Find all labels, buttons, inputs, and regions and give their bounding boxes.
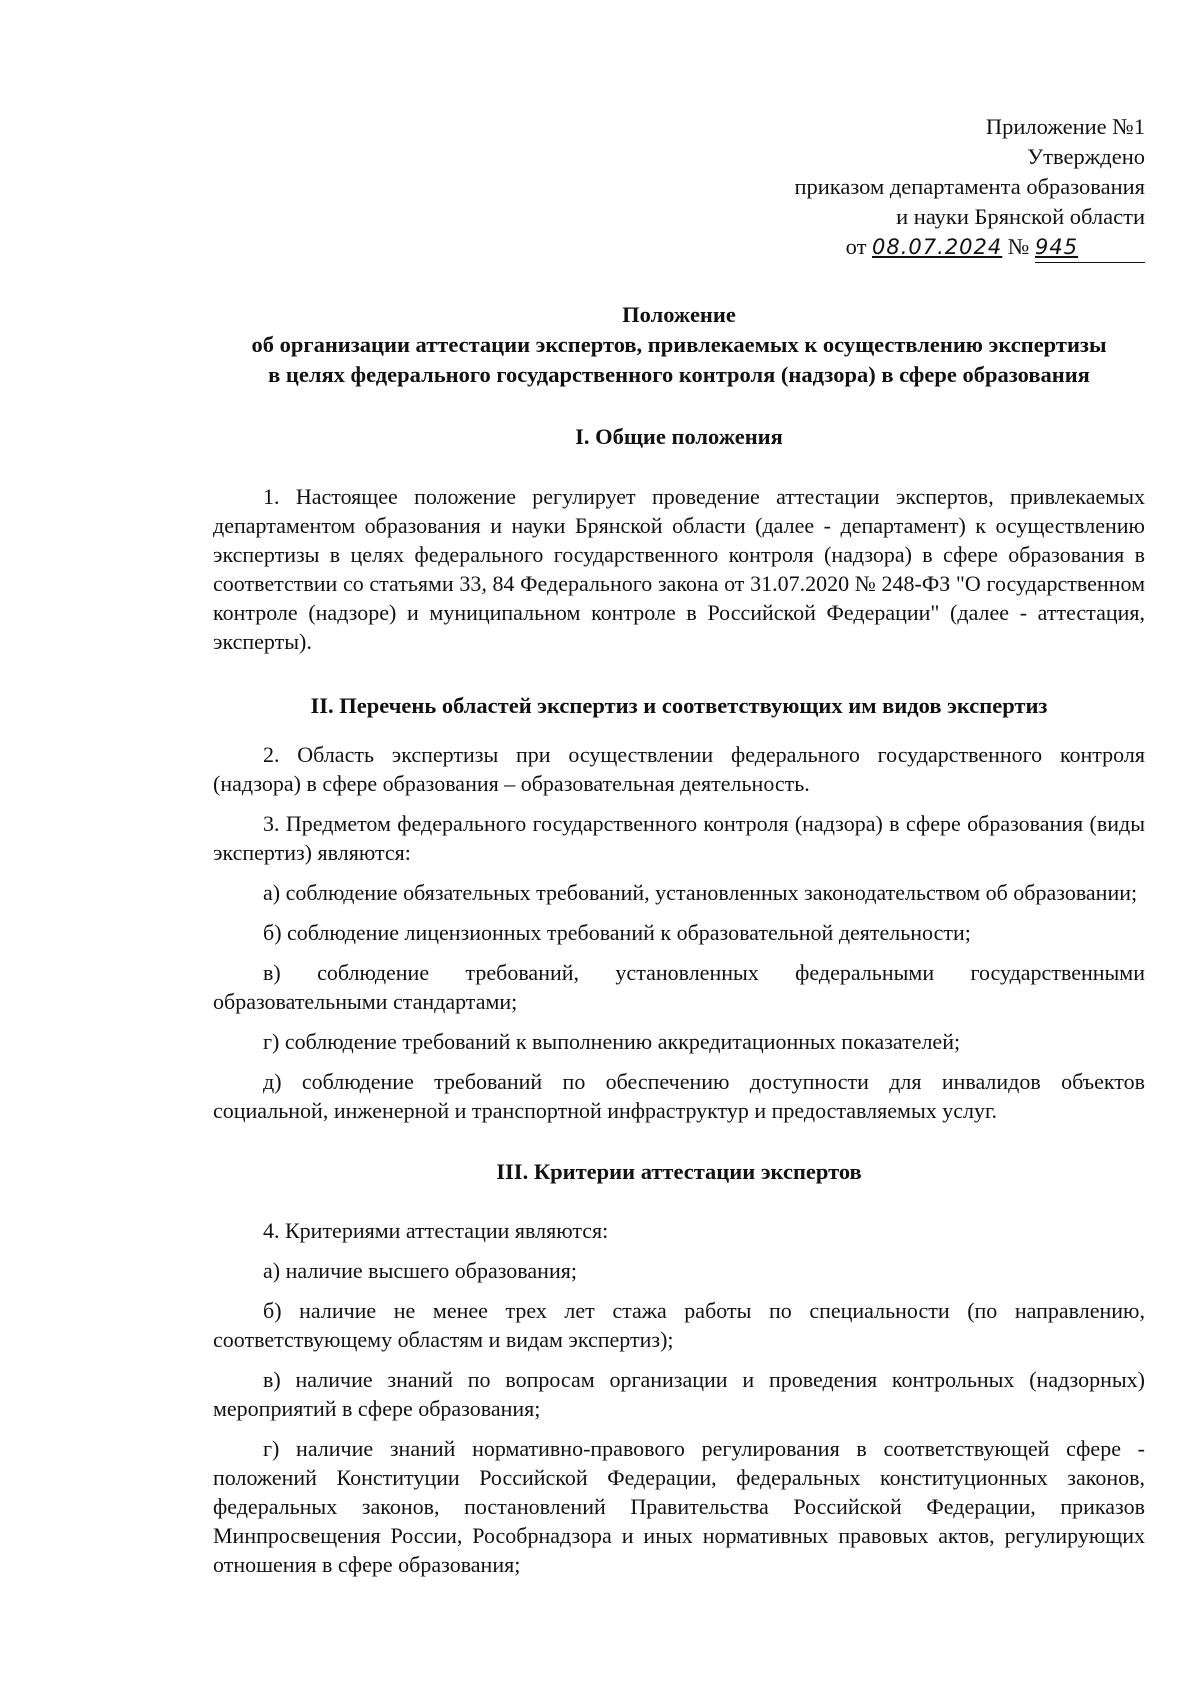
order-number: 945	[1035, 235, 1079, 259]
document-subtitle-1: об организации аттестации экспертов, привлекаемых к осуществлению экспертизы	[251, 332, 1107, 357]
from-label: от	[845, 234, 867, 259]
paragraph-2: 2. Область экспертизы при осуществлении федерального государственного контроля (надзора) в сфере образования – образовательная деятельность.	[213, 742, 1145, 796]
order-line-2: и науки Брянской области	[896, 204, 1145, 229]
paragraph-4b: б) наличие не менее трех лет стажа работы по специальности (по направлению, соответствующему областям и видам экспертиз);	[213, 1298, 1145, 1352]
section-1-heading: I. Общие положения	[575, 424, 783, 449]
approval-block	[794, 112, 1145, 263]
paragraph-4v: в) наличие знаний по вопросам организации и проведения контрольных (надзорных) мероприятий в сфере образования;	[213, 1367, 1145, 1421]
document-title: Положение	[622, 302, 736, 327]
approved-label: Утверждено	[1027, 144, 1145, 169]
paragraph-1: 1. Настоящее положение регулирует проведение аттестации экспертов, привлекаемых департаментом образования и науки Брянской области (далее - департамент) к осуществлению экспертизы в целях федерального государственного контроля (надзора) в сфере образования в соответствии со статьями 33, 84 Федерального закона от 31.07.2020 № 248-ФЗ "О государственном контроле (надзоре) и муниципальном контроле в Российской Федерации" (далее - аттестация, эксперты).	[213, 484, 1145, 654]
paragraph-3v: в) соблюдение требований, установленных федеральными государственными образовательными стандартами;	[213, 960, 1145, 1014]
paragraph-3b: б) соблюдение лицензионных требований к образовательной деятельности;	[263, 920, 971, 945]
document-body	[213, 300, 1145, 1579]
paragraph-4: 4. Критериями аттестации являются:	[263, 1218, 609, 1243]
section-2-heading: II. Перечень областей экспертиз и соответствующих им видов экспертиз	[310, 693, 1048, 718]
paragraph-3d: д) соблюдение требований по обеспечению доступности для инвалидов объектов социальной, инженерной и транспортной инфраструктур и предоставляемых услуг.	[213, 1069, 1145, 1123]
section-3-heading: III. Критерии аттестации экспертов	[496, 1159, 862, 1184]
order-date-line	[794, 232, 1145, 263]
order-number-field	[1035, 232, 1145, 263]
paragraph-3: 3. Предметом федерального государственного контроля (надзора) в сфере образования (виды экспертиз) являются:	[213, 811, 1145, 865]
document-subtitle-2: в целях федерального государственного контроля (надзора) в сфере образования	[268, 362, 1090, 387]
appendix-label: Приложение №1	[985, 114, 1145, 139]
order-date: 08.07.2024	[872, 235, 1003, 259]
paragraph-4a: а) наличие высшего образования;	[263, 1258, 577, 1283]
paragraph-3a: а) соблюдение обязательных требований, установленных законодательством об образовании;	[263, 880, 1138, 905]
number-label: №	[1007, 234, 1030, 259]
paragraph-3g: г) соблюдение требований к выполнению аккредитационных показателей;	[263, 1029, 961, 1054]
order-line-1: приказом департамента образования	[794, 174, 1145, 199]
paragraph-4g: г) наличие знаний нормативно-правового регулирования в соответствующей сфере - положений Конституции Российской Федерации, федеральных конституционных законов, федеральных законов, постановлений Правительства Российской Федерации, приказов Минпросвещения России, Рособрнадзора и иных нормативных правовых актов, регулирующих отношения в сфере образования;	[213, 1436, 1145, 1577]
